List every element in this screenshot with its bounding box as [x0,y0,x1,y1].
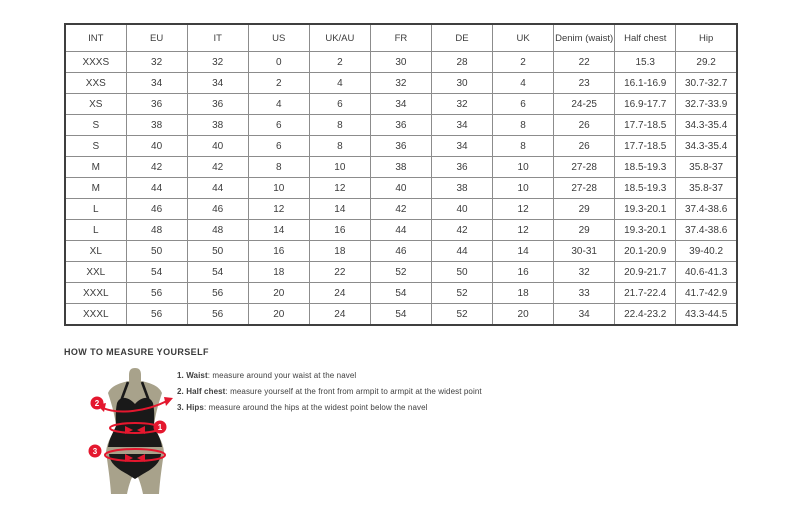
size-cell: 12 [309,178,370,199]
step-number: 2. [177,387,184,396]
size-cell: 40.6-41.3 [676,262,737,283]
size-cell: 29 [554,199,615,220]
size-cell: XXS [65,73,126,94]
size-cell: 20 [493,304,554,326]
table-row [65,115,737,136]
step-description: : measure around your waist at the navel [207,371,357,380]
size-cell: 54 [126,262,187,283]
size-table-body [65,52,737,326]
size-cell: S [65,136,126,157]
size-cell: 16.1-16.9 [615,73,676,94]
size-cell: 22.4-23.2 [615,304,676,326]
size-cell: 56 [126,283,187,304]
size-cell: 10 [248,178,309,199]
size-cell: 4 [493,73,554,94]
size-cell: 32 [431,94,492,115]
size-cell: 36 [370,136,431,157]
size-cell: 46 [126,199,187,220]
size-cell: 42 [126,157,187,178]
size-cell: 43.3-44.5 [676,304,737,326]
size-cell: 29.2 [676,52,737,73]
size-cell: 52 [431,283,492,304]
size-cell: 26 [554,115,615,136]
column-header: UK/AU [309,24,370,52]
size-cell: 10 [493,178,554,199]
column-header: IT [187,24,248,52]
header-row [65,24,737,52]
badge-hips-number: 3 [92,447,98,456]
size-cell: 39-40.2 [676,241,737,262]
step-term: Half chest [186,387,226,396]
size-conversion-table [64,23,738,326]
size-cell: 56 [187,283,248,304]
table-row [65,73,737,94]
size-cell: 30-31 [554,241,615,262]
size-cell: 19.3-20.1 [615,220,676,241]
chest-arrow-right [164,397,173,406]
size-cell: 6 [248,115,309,136]
table-row [65,178,737,199]
step-term: Waist [186,371,208,380]
column-header: Denim (waist) [554,24,615,52]
size-cell: 54 [370,283,431,304]
size-cell: 18 [493,283,554,304]
size-cell: 52 [370,262,431,283]
measure-step-half-chest [177,387,507,396]
size-cell: 32.7-33.9 [676,94,737,115]
size-cell: 34 [431,115,492,136]
size-cell: 0 [248,52,309,73]
size-cell: 34.3-35.4 [676,136,737,157]
size-cell: 30 [431,73,492,94]
badge-waist-number: 1 [157,423,163,432]
size-cell: 4 [309,73,370,94]
size-cell: 34 [187,73,248,94]
table-row [65,220,737,241]
size-cell: 8 [493,115,554,136]
size-cell: L [65,220,126,241]
column-header: INT [65,24,126,52]
size-cell: 52 [431,304,492,326]
size-cell: 34 [126,73,187,94]
size-cell: L [65,199,126,220]
size-cell: 22 [554,52,615,73]
column-header: Half chest [615,24,676,52]
size-cell: 29 [554,220,615,241]
size-cell: 44 [431,241,492,262]
size-cell: XXXS [65,52,126,73]
step-description: : measure around the hips at the widest point below the navel [203,403,428,412]
mannequin-illustration [84,367,186,499]
size-cell: 14 [248,220,309,241]
size-cell: 2 [248,73,309,94]
measurement-figure [84,367,186,499]
size-cell: 38 [126,115,187,136]
step-number: 3. [177,403,184,412]
size-cell: 18.5-19.3 [615,178,676,199]
size-cell: XXXL [65,283,126,304]
size-cell: M [65,178,126,199]
size-cell: 20.9-21.7 [615,262,676,283]
table-row [65,262,737,283]
size-cell: 10 [493,157,554,178]
column-header: EU [126,24,187,52]
size-cell: 40 [126,136,187,157]
size-cell: 50 [187,241,248,262]
size-cell: 36 [126,94,187,115]
size-cell: 6 [493,94,554,115]
size-cell: 10 [309,157,370,178]
size-cell: 38 [187,115,248,136]
column-header: FR [370,24,431,52]
size-cell: 16.9-17.7 [615,94,676,115]
size-cell: 34 [370,94,431,115]
how-to-measure-title: HOW TO MEASURE YOURSELF [64,347,209,357]
size-cell: 8 [309,115,370,136]
size-cell: 50 [431,262,492,283]
size-cell: 8 [493,136,554,157]
size-cell: 16 [309,220,370,241]
size-cell: 38 [370,157,431,178]
step-term: Hips [186,403,204,412]
table-row [65,157,737,178]
column-header: US [248,24,309,52]
size-cell: 6 [248,136,309,157]
size-cell: 33 [554,283,615,304]
size-cell: 42 [370,199,431,220]
table-row [65,52,737,73]
size-cell: XS [65,94,126,115]
size-cell: 6 [309,94,370,115]
step-description: : measure yourself at the front from armpit to armpit at the widest point [225,387,482,396]
size-cell: 17.7-18.5 [615,136,676,157]
size-cell: 56 [187,304,248,326]
size-cell: 56 [126,304,187,326]
size-cell: 16 [493,262,554,283]
size-cell: 46 [370,241,431,262]
size-cell: 36 [187,94,248,115]
size-cell: 8 [248,157,309,178]
size-cell: 37.4-38.6 [676,220,737,241]
size-cell: XL [65,241,126,262]
table-row [65,136,737,157]
size-cell: 48 [187,220,248,241]
size-cell: 30 [370,52,431,73]
size-cell: 36 [431,157,492,178]
table-row [65,94,737,115]
size-cell: S [65,115,126,136]
measure-step-waist [177,371,507,380]
size-cell: 32 [187,52,248,73]
step-number: 1. [177,371,184,380]
size-cell: 20 [248,283,309,304]
size-cell: 27-28 [554,178,615,199]
size-cell: 40 [431,199,492,220]
size-cell: 40 [187,136,248,157]
size-cell: 35.8-37 [676,157,737,178]
measure-step-hips [177,403,507,412]
size-cell: 50 [126,241,187,262]
size-cell: 48 [126,220,187,241]
size-cell: 17.7-18.5 [615,115,676,136]
column-header: DE [431,24,492,52]
size-cell: 23 [554,73,615,94]
size-cell: 22 [309,262,370,283]
size-cell: 27-28 [554,157,615,178]
size-cell: 12 [493,199,554,220]
size-cell: 20 [248,304,309,326]
column-header: UK [493,24,554,52]
size-cell: 42 [431,220,492,241]
size-cell: 46 [187,199,248,220]
size-cell: 54 [187,262,248,283]
size-cell: 12 [248,199,309,220]
size-cell: 15.3 [615,52,676,73]
size-cell: 28 [431,52,492,73]
size-cell: 40 [370,178,431,199]
size-cell: 34.3-35.4 [676,115,737,136]
size-cell: 35.8-37 [676,178,737,199]
size-cell: M [65,157,126,178]
size-cell: 34 [554,304,615,326]
size-cell: 24-25 [554,94,615,115]
size-cell: 12 [493,220,554,241]
size-cell: 14 [309,199,370,220]
size-cell: 54 [370,304,431,326]
size-cell: 34 [431,136,492,157]
table-row [65,283,737,304]
badge-chest-number: 2 [94,399,100,408]
size-cell: 8 [309,136,370,157]
size-cell: 20.1-20.9 [615,241,676,262]
size-cell: 26 [554,136,615,157]
size-cell: 44 [126,178,187,199]
size-cell: 42 [187,157,248,178]
table-row [65,241,737,262]
size-cell: 2 [309,52,370,73]
size-cell: 38 [431,178,492,199]
size-cell: 37.4-38.6 [676,199,737,220]
size-cell: 32 [126,52,187,73]
size-cell: 19.3-20.1 [615,199,676,220]
size-cell: 32 [370,73,431,94]
size-cell: 18 [248,262,309,283]
size-cell: XXXL [65,304,126,326]
table-row [65,304,737,326]
size-cell: 18.5-19.3 [615,157,676,178]
size-cell: 24 [309,283,370,304]
size-cell: 36 [370,115,431,136]
table-row [65,199,737,220]
size-cell: 21.7-22.4 [615,283,676,304]
size-cell: XXL [65,262,126,283]
size-cell: 16 [248,241,309,262]
size-cell: 24 [309,304,370,326]
size-cell: 2 [493,52,554,73]
measure-steps-list [177,371,507,419]
size-cell: 44 [370,220,431,241]
size-cell: 41.7-42.9 [676,283,737,304]
size-cell: 44 [187,178,248,199]
size-table-head [65,24,737,52]
size-cell: 18 [309,241,370,262]
size-cell: 4 [248,94,309,115]
column-header: Hip [676,24,737,52]
size-cell: 14 [493,241,554,262]
size-cell: 30.7-32.7 [676,73,737,94]
size-cell: 32 [554,262,615,283]
